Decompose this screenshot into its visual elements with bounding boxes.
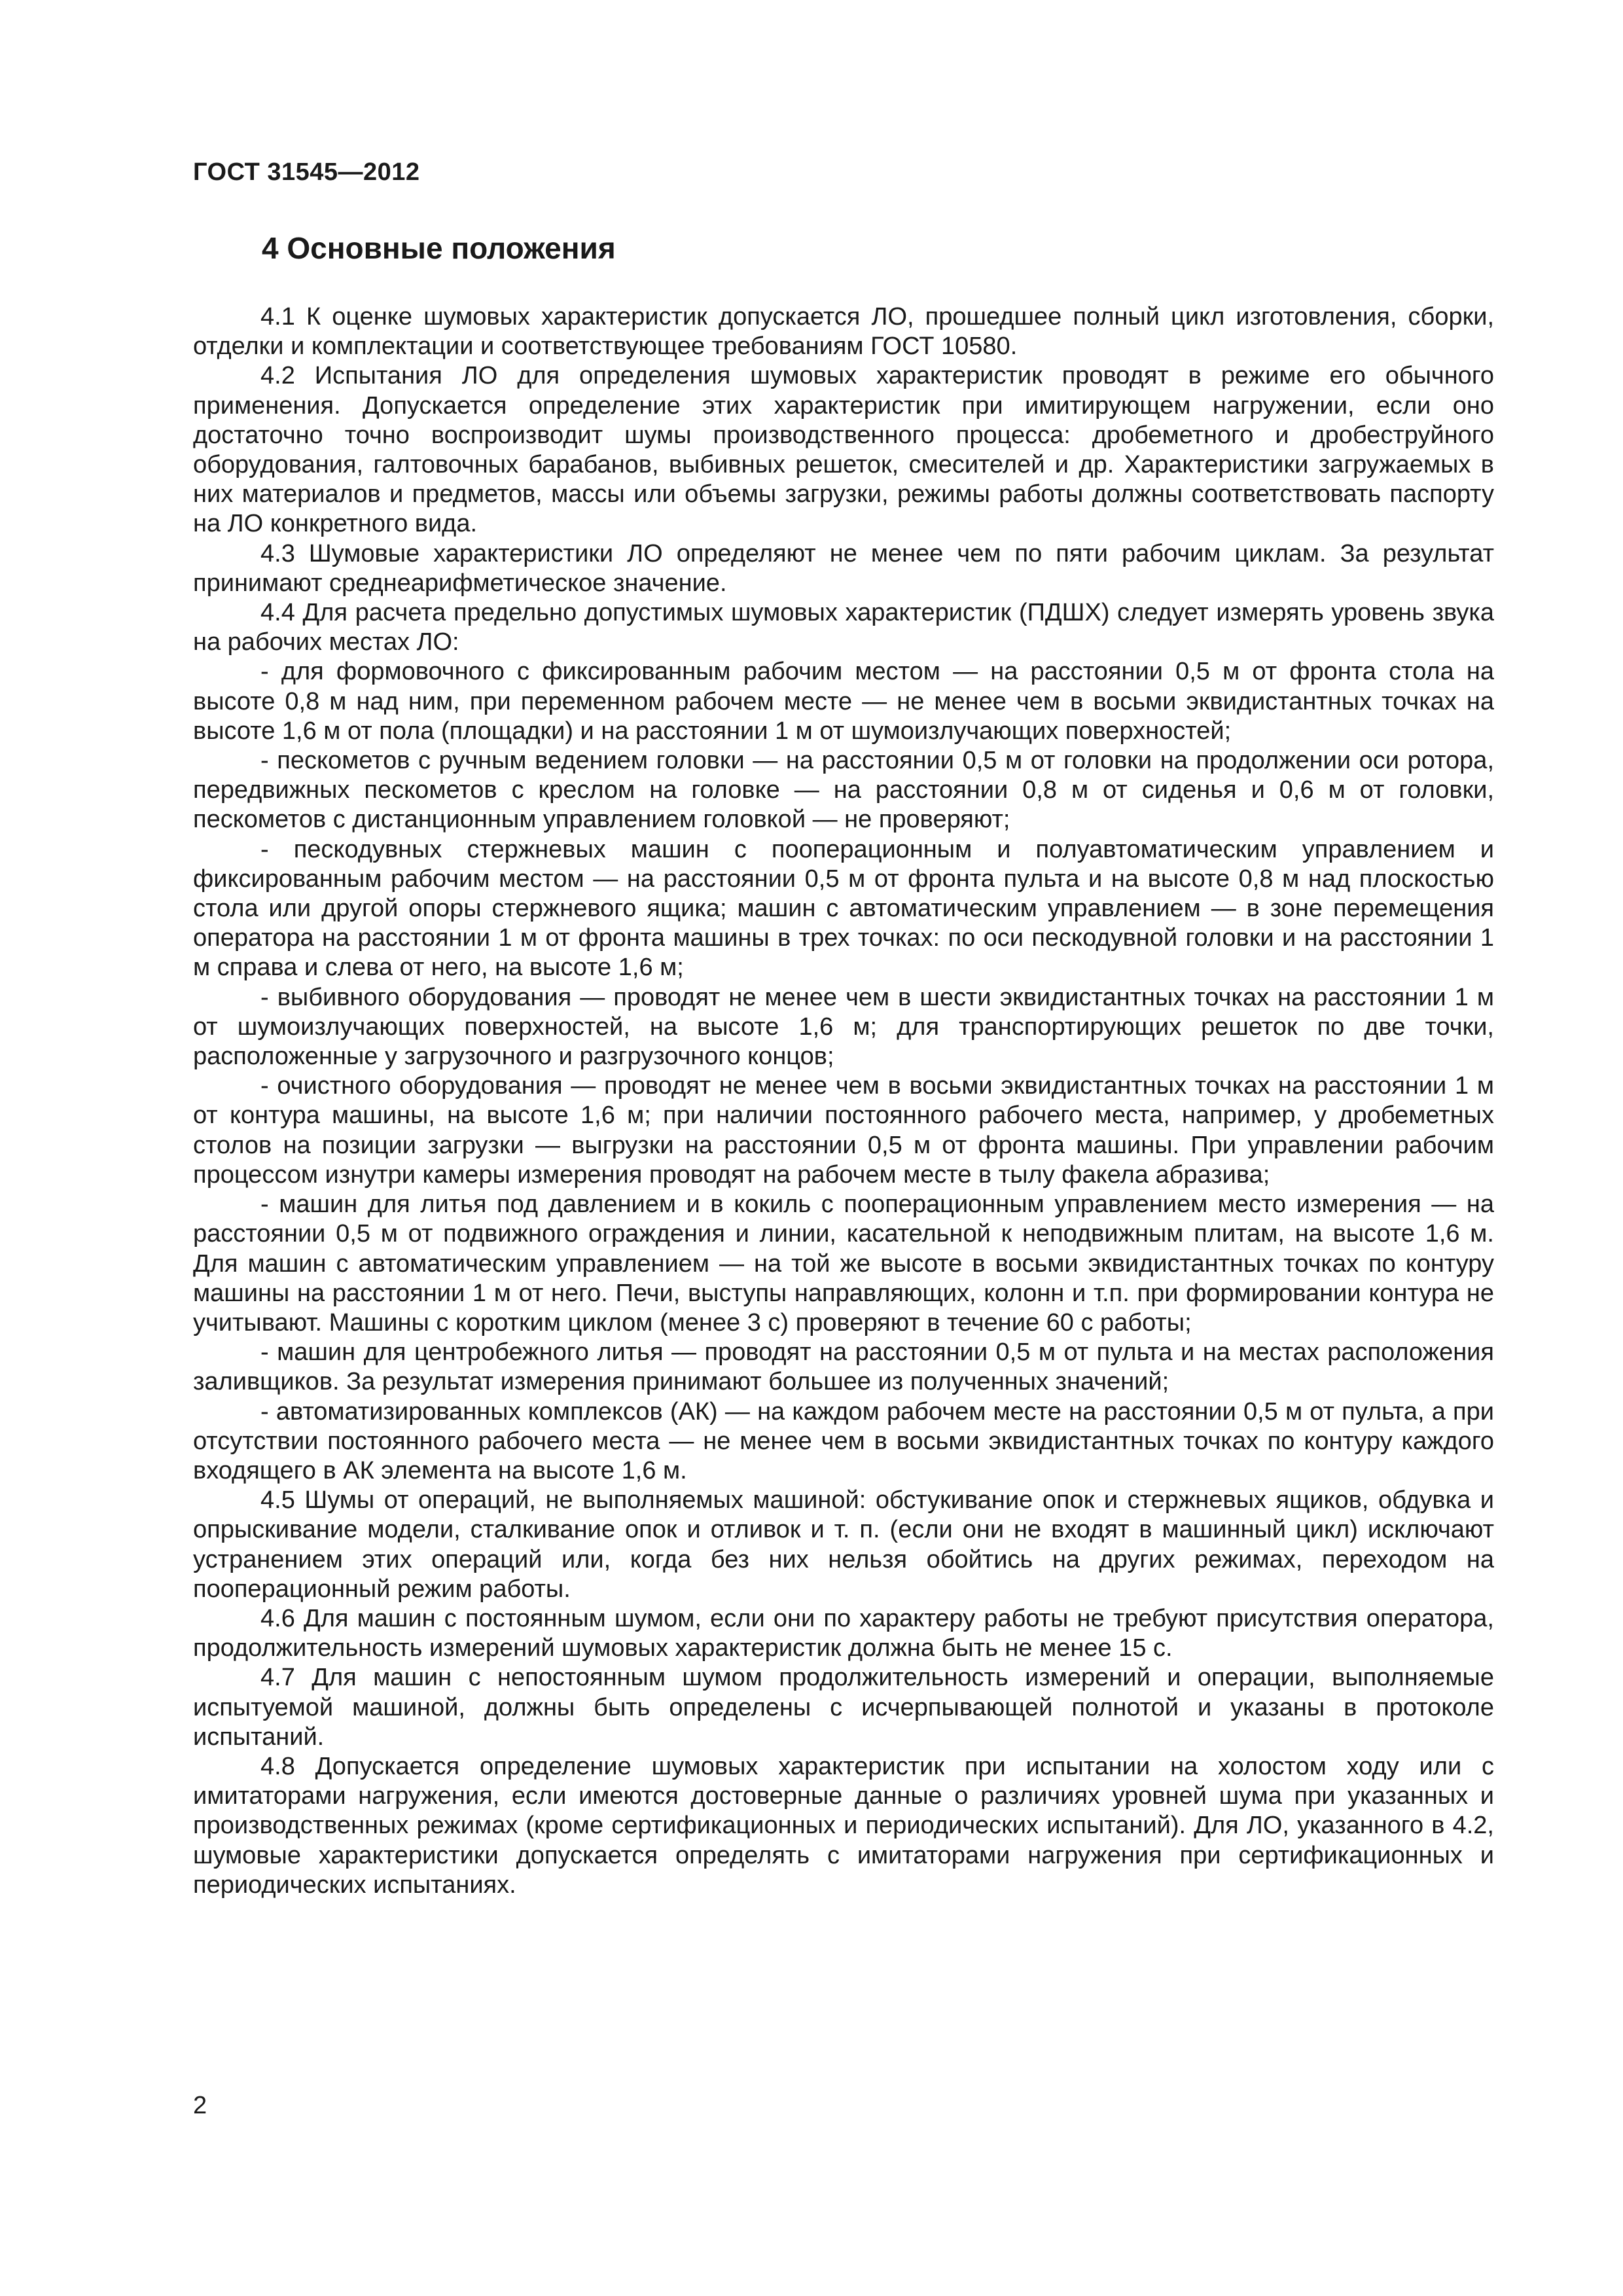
list-item-core-blowers: - пескодувных стержневых машин с пооперационным и полуавтоматическим управлением и фиксированным рабочим местом — на расстоянии 0,5 м от фронта пульта и на высоте 0,8 м над плоскостью стола или другой опоры стержневого ящика; машин с автоматическим управлением — в зоне перемещения оператора на расстоянии 1 м от фронта машины в трех точках: по оси пескодувной головки и на расстоянии 1 м справа и слева от него, на высоте 1,6 м; — [193, 835, 1494, 982]
paragraph-4-3: 4.3 Шумовые характеристики ЛО определяют не менее чем по пяти рабочим циклам. За результат принимают среднеарифметическое значение. — [193, 539, 1494, 597]
list-item-sand-slingers: - пескометов с ручным ведением головки — на расстоянии 0,5 м от головки на продолжении оси ротора, передвижных пескометов с креслом на головке — на расстоянии 0,8 м от сиденья и 0,6 м от головки, пескометов с дистанционным управлением головкой — не проверяют; — [193, 747, 1494, 834]
list-item-die-casting: - машин для литья под давлением и в кокиль с пооперационным управлением место измерения — на расстоянии 0,5 м от подвижного ограждения и линии, касательной к неподвижным плитам, на высоте 1,6 м. Для машин с автоматическим управлением — на той же высоте в восьми эквидистантных точках по контуру машины на расстоянии 1 м от него. Печи, выступы направляющих, колонн и т.п. при формировании контура не учитывают. Машины с коротким циклом (менее 3 с) проверяют в течение 60 с работы; — [193, 1191, 1494, 1336]
list-item-automated-complexes: - автоматизированных комплексов (АК) — на каждом рабочем месте на расстоянии 0,5 м от пульта, а при отсутствии постоянного рабочего места — не менее чем в восьми эквидистантных точках по контуру каждого входящего в АК элемента на высоте 1,6 м. — [193, 1397, 1494, 1484]
page-number: 2 — [193, 2092, 207, 2119]
section-body — [193, 302, 1494, 1900]
paragraph-4-7: 4.7 Для машин с непостоянным шумом продолжительность измерений и операции, выполняемые испытуемой машиной, должны быть определены с исчерпывающей полнотой и указаны в протоколе испытаний. — [193, 1664, 1494, 1751]
section-title: 4 Основные положения — [262, 231, 616, 265]
list-item-knockout: - выбивного оборудования — проводят не менее чем в шести эквидистантных точках на расстоянии 1 м от шумоизлучающих поверхностей, на высоте 1,6 м; для транспортирующих решеток по две точки, расположенные у загрузочного и разгрузочного концов; — [193, 983, 1494, 1071]
paragraph-4-6: 4.6 Для машин с постоянным шумом, если они по характеру работы не требуют присутствия оператора, продолжительность измерений шумовых характеристик должна быть не менее 15 с. — [193, 1604, 1494, 1662]
document-code-header: ГОСТ 31545—2012 — [193, 158, 420, 186]
paragraph-4-5: 4.5 Шумы от операций, не выполняемых машиной: обстукивание опок и стержневых ящиков, обдувка и опрыскивание модели, сталкивание опок и отливок и т. п. (если они не входят в машинный цикл) исключают устранением этих операций или, когда без них нельзя обойтись на других режимах, переходом на пооперационный режим работы. — [193, 1486, 1494, 1603]
list-item-molding: - для формовочного с фиксированным рабочим местом — на расстоянии 0,5 м от фронта стола на высоте 0,8 м над ним, при переменном рабочем месте — не менее чем в восьми эквидистантных точках на высоте 1,6 м от пола (площадки) и на расстоянии 1 м от шумоизлучающих поверхностей; — [193, 658, 1494, 745]
paragraph-4-1: 4.1 К оценке шумовых характеристик допускается ЛО, прошедшее полный цикл изготовления, сборки, отделки и комплектации и соответствующее требованиям ГОСТ 10580. — [193, 303, 1494, 361]
paragraph-4-4: 4.4 Для расчета предельно допустимых шумовых характеристик (ПДШХ) следует измерять уровень звука на рабочих местах ЛО: — [193, 599, 1494, 656]
paragraph-4-2: 4.2 Испытания ЛО для определения шумовых характеристик проводят в режиме его обычного применения. Допускается определение этих характеристик при имитирующем нагружении, если оно достаточно точно воспроизводит шумы производственного процесса: дробеметного и дробеструйного оборудования, галтовочных барабанов, выбивных решеток, смесителей и др. Характеристики загружаемых в них материалов и предметов, массы или объемы загрузки, режимы работы должны соответствовать паспорту на ЛО конкретного вида. — [193, 362, 1494, 538]
list-item-centrifugal: - машин для центробежного литья — проводят на расстоянии 0,5 м от пульта и на местах расположения заливщиков. За результат измерения принимают большее из полученных значений; — [193, 1338, 1494, 1396]
paragraph-4-8: 4.8 Допускается определение шумовых характеристик при испытании на холостом ходу или с имитаторами нагружения, если имеются достоверные данные о различиях уровней шума при указанных и производственных режимах (кроме сертификационных и периодических испытаний). Для ЛО, указанного в 4.2, шумовые характеристики допускается определять с имитаторами нагружения при сертификационных и периодических испытаниях. — [193, 1752, 1494, 1899]
list-item-cleaning: - очистного оборудования — проводят не менее чем в восьми эквидистантных точках на расстоянии 1 м от контура машины, на высоте 1,6 м; при наличии постоянного рабочего места, например, у дробеметных столов на позиции загрузки — выгрузки на расстоянии 0,5 м от фронта машины. При управлении рабочим процессом изнутри камеры измерения проводят на рабочем месте в тылу факела абразива; — [193, 1072, 1494, 1189]
